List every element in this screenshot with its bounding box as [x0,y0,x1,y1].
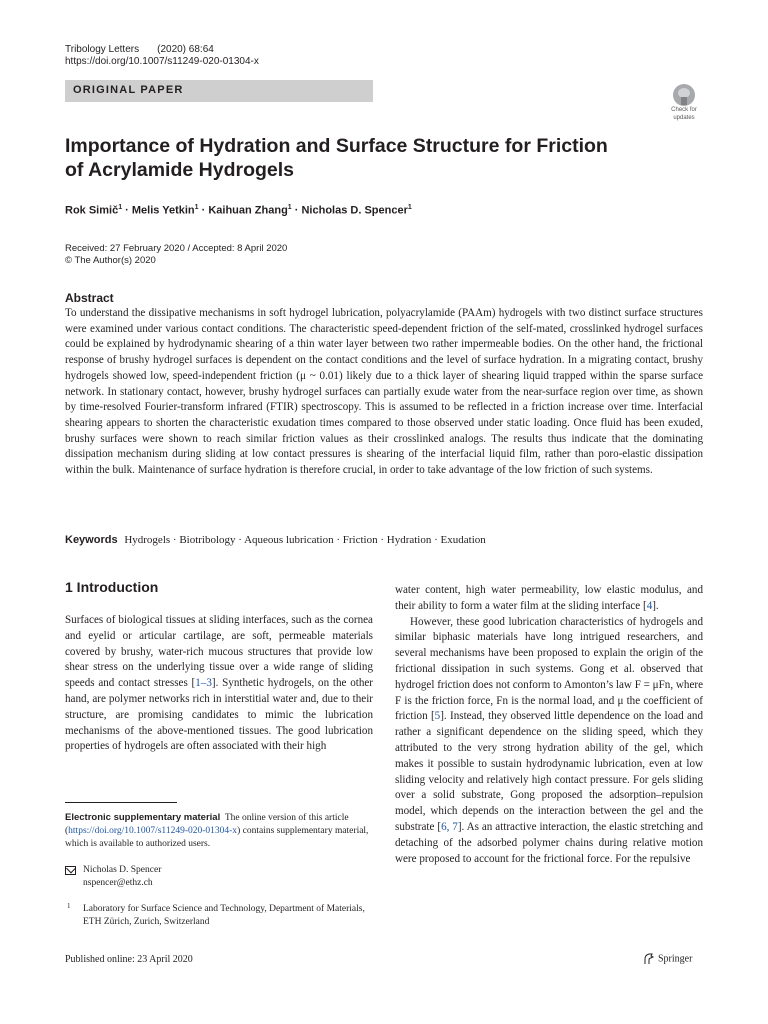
crossmark-icon [673,84,695,106]
text-run: ]. [652,599,659,612]
journal-header [65,43,214,57]
author-separator: · [122,204,132,217]
affiliation-text: Laboratory for Surface Science and Technology, Department of Materials, ETH Zürich, Zurich, Switzerland [83,904,365,927]
check-for-updates-badge[interactable] [664,84,704,124]
text-run: ]. As an attractive interaction, the elastic stretching and detaching of the adsorbed polymer chains during relative motion were proposed to account for the frictional force. For the repulsive [395,820,704,865]
crossmark-label-line1: Check for [671,107,697,113]
author-name[interactable]: Melis Yetkin [131,204,195,217]
text-run: ) contains supplementary material, which is available to authorized users. [65,826,369,849]
publisher-logo [643,953,692,965]
esm-label: Electronic supplementary material [65,812,221,823]
text-run: water content, high water permeability, low elastic modulus, and their ability to form a water film at the sliding interface [ [395,584,703,612]
article-type-banner [65,80,373,102]
crossmark-label-line2: updates [673,115,695,121]
author-separator: · [291,204,302,217]
keywords-label: Keywords [65,534,118,546]
citation-link[interactable]: 1–3 [195,677,212,690]
received-dates: Received: 27 February 2020 / Accepted: 8 April 2020 [65,243,288,254]
citation-link[interactable]: 4 [646,599,653,612]
esm-doi-link[interactable]: https://doi.org/10.1007/s11249-020-01304-x [68,826,238,836]
author-separator: · [198,204,209,217]
envelope-icon [65,866,76,875]
abstract-body: To understand the dissipative mechanisms in soft hydrogel lubrication, polyacrylamide (PAAm) hydrogels with two distinct surface structures were examined under various contact conditions. The characteristic speed-dependent friction of the self-mated, crosslinked hydrogel surfaces could be explained by hydrodynamic shearing of a thin water layer between two rather impermeable bodies. On the other hand, the frictional response of brushy hydrogel surfaces is dependent on the contact conditions and the level of surface hydration. In a migrating contact, brushy hydrogels showed low, speed-independent friction (μ ~ 0.01) likely due to a thick layer of shearing liquid trapped within the sparse surface network. In stationary contact, however, brushy hydrogel surfaces can partially exude water from the near-surface region over time, as shown by time-resolved Fourier-transform infrared (FTIR) spectroscopy. This is assumed to be reflected in a friction increase over time. Interfacial shearing appears to shorten the characteristic exudation times compared to those observed under static loading. Once fluid has been exuded, brushy surfaces were shown to reach similar friction values as their crosslinked analogs. The results thus indicate that the dominating dissipation mechanism during sliding at low contact pressures is shearing of the interfacial liquid film, rather than poro-elastic dissipation within the bulk. Maintenance of surface hydration is therefore crucial, in order to take advantage of the low friction of such systems. [65,307,703,477]
author-name[interactable]: Nicholas D. Spencer [301,204,408,217]
doi-link[interactable]: https://doi.org/10.1007/s11249-020-01304-x [65,56,259,67]
author-name[interactable]: Kaihuan Zhang [208,204,288,217]
author-name[interactable]: Rok Simič [65,204,119,217]
corresponding-author-name: Nicholas D. Spencer [83,865,162,875]
author-affiliation-marker: 1 [194,204,199,211]
supplementary-material-note [65,811,373,851]
springer-horse-icon [643,953,654,965]
copyright-line: © The Author(s) 2020 [65,255,156,266]
author-affiliation-marker: 1 [287,204,292,211]
keywords-line [65,534,486,546]
text-run: The online version of this article ( [65,813,349,836]
article-title: Importance of Hydration and Surface Structure for Friction of Acrylamide Hydrogels [65,135,608,181]
affiliation-number: 1 [67,902,71,910]
citation-link[interactable]: 5 [434,710,441,723]
author-affiliation-marker: 1 [407,204,412,211]
text-run: ]. Instead, they observed little dependence on the load and rather a significant dependence on the sliding speed, which they attributed to the very strong hydration ability of the gel, which makes it possible to sustain hydrodynamic lubrication, even at low sliding velocity and relatively high contact pressure. For gels sliding over a solid substrate, Gong proposed the adsorption–repulsion model, which depends on the interaction between the gel and the substrate [ [395,710,703,833]
text-run: However, these good lubrication characteristics of hydrogels and similar biphasic materials have long intrigued researchers, and several mechanisms have been proposed to explain the origin of the frictional dissipation in such systems. Gong et al. observed that hydrogel friction does not conform to Amonton’s law F = μFn, where F is the friction force, Fn is the normal load, and μ the coefficient of friction [ [395,615,703,723]
citation-link[interactable]: 6, 7 [441,820,458,833]
footnote-divider [65,802,177,803]
text-run: Surfaces of biological tissues at sliding interfaces, such as the cornea and eyelid or articular cartilage, are soft, permeable materials covered by brushy, water-rich mucous structures that provide low shear stress on the underlying tissue over a wide range of sliding speeds and contact stresses [ [65,614,373,690]
keywords-text: Hydrogels · Biotribology · Aqueous lubrication · Friction · Hydration · Exudation [124,534,486,546]
volume-info: (2020) 68:64 [157,44,214,55]
author-affiliation-marker: 1 [118,204,123,211]
author-list [65,204,412,217]
intro-paragraph-1-continued [395,583,703,615]
publisher-name: Springer [658,953,693,965]
article-type-label: ORIGINAL PAPER [73,84,184,96]
intro-paragraph-2 [395,615,703,868]
intro-paragraph-1 [65,613,373,755]
right-column [395,583,703,867]
text-run: ]. Synthetic hydrogels, on the other hand, are polymer networks rich in interstitial water and, due to their structure, are promising candidates to mimic the lubrication mechanisms of the above-mentioned tissues. The good lubrication properties of hydrogels are often associated with their high [65,677,373,753]
published-online-date: Published online: 23 April 2020 [65,954,193,965]
abstract-heading: Abstract [65,291,114,305]
corresponding-author-email[interactable]: nspencer@ethz.ch [83,878,153,888]
section-heading-introduction: 1 Introduction [65,579,159,595]
corresponding-author [83,864,161,890]
journal-name: Tribology Letters [65,44,140,55]
